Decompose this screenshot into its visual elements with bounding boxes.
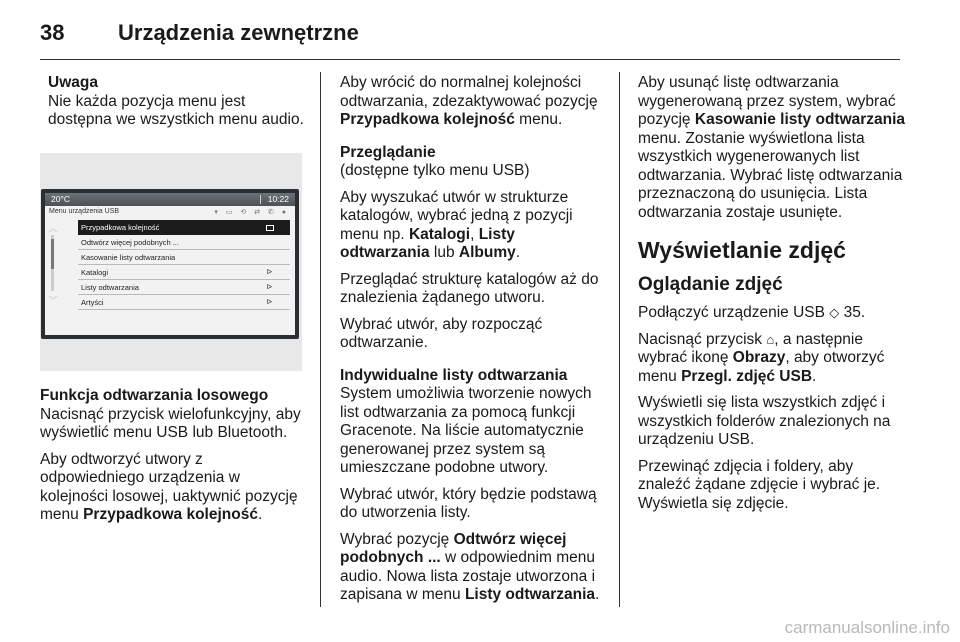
paragraph: Wybrać utwór, który będzie podstawą do utworzenia listy. [340, 485, 597, 521]
paragraph: Przewinąć zdjęcia i foldery, aby znaleźć żądane zdjęcie i wybrać je. Wyświetla się zdjęcie. [638, 457, 881, 512]
menu-item-random[interactable]: Przypadkowa kolejność [78, 220, 290, 235]
status-icons: ▾ ▭ ⟲ ⇄ ✆ ● [214, 209, 289, 216]
menu-item-delete-playlist[interactable]: Kasowanie listy odtwarzania [78, 250, 290, 265]
toggle-box-icon [266, 225, 274, 231]
section-title-browse: Przeglądanie [340, 143, 436, 161]
scrollbar-thumb[interactable] [51, 239, 54, 269]
column-divider-1 [320, 72, 321, 607]
chevron-right-icon: ᐅ [266, 269, 272, 276]
paragraph: Wyświetli się lista wszystkich zdjęć i wszystkich folderów znalezionych na urządzeniu USB. [638, 394, 891, 448]
paragraph: System umożliwia tworzenie nowych list odtwarzania za pomocą funkcji Gracenote. Na liście automatycznie generowanej przez system są umieszczane podobne utwory. [340, 385, 592, 476]
column-divider-2 [619, 72, 620, 607]
column-3 [638, 74, 906, 521]
menu-item-artists[interactable]: Artyści ᐅ [78, 295, 290, 310]
note-block [48, 74, 310, 138]
menu-item-play-similar[interactable]: Odtwórz więcej podobnych ... [78, 235, 290, 250]
page-number: 38 [40, 20, 65, 45]
page-title: Urządzenia zewnętrzne [118, 20, 359, 45]
clock-readout: 10:22 [267, 194, 289, 204]
page-reference-icon: ◇ [829, 305, 840, 320]
paragraph: Aby usunąć listę odtwarzania wygenerowaną przez system, wybrać pozycję Kasowanie listy odtwarzania menu. Zostanie wyświetlona lista wszystkich wygenerowanych list odtwarzania. Wybrać listę odtwarzania przeznaczoną do usunięcia. Lista odtwarzania zostaje usunięte. [638, 74, 906, 221]
note-text: Nie każda pozycja menu jest dostępna we wszystkich menu audio. [48, 92, 304, 128]
home-icon: ⌂ [766, 331, 775, 347]
chevron-right-icon: ᐅ [266, 299, 272, 306]
paragraph: Podłączyć urządzenie USB ◇ 35. [638, 304, 866, 321]
note-title: Uwaga [48, 74, 98, 91]
random-play-section [40, 387, 308, 533]
menu-item-playlists[interactable]: Listy odtwarzania ᐅ [78, 280, 290, 295]
temperature-readout: 20°C [51, 194, 70, 204]
screen-menu-list [78, 220, 290, 310]
header-rule [40, 59, 900, 60]
column-2 [340, 74, 608, 613]
chevron-right-icon: ᐅ [266, 284, 272, 291]
scroll-up-icon[interactable]: ︿ [49, 224, 57, 233]
section-title-playlists: Indywidualne listy odtwarzania [340, 366, 568, 384]
paragraph: Aby odtworzyć utwory z odpowiedniego urządzenia w kolejności losowej, uaktywnić pozycję menu Przypadkowa kolejność. [40, 450, 298, 523]
section-title-random: Funkcja odtwarzania losowego [40, 387, 269, 404]
infotainment-screen [41, 189, 299, 339]
screen-status-bar [45, 193, 295, 206]
paragraph: Aby wyszukać utwór w strukturze katalogów, wybrać jedną z pozycji menu np. Katalogi, Listy odtwarzania lub Albumy. [340, 188, 573, 261]
paragraph: Przeglądać strukturę katalogów aż do znalezienia żądanego utworu. [340, 270, 599, 306]
section-title-photos: Wyświetlanie zdjęć [638, 237, 846, 263]
screen-menu-title: Menu urządzenia USB [49, 208, 120, 215]
paragraph: Wybrać pozycję Odtwórz więcej podobnych ... w odpowiednim menu audio. Nowa lista zostaje utworzona i zapisana w menu Listy odtwarzania. [340, 530, 600, 603]
paragraph: Nacisnąć przycisk wielofunkcyjny, aby wyświetlić menu USB lub Bluetooth. [40, 405, 301, 441]
scroll-down-icon[interactable]: ﹀ [49, 296, 57, 305]
paragraph: Nacisnąć przycisk ⌂, a następnie wybrać ikonę Obrazy, aby otworzyć menu Przegl. zdjęć USB. [638, 330, 885, 385]
paragraph: Aby wrócić do normalnej kolejności odtwarzania, zdezaktywować pozycję Przypadkowa kolejność menu. [340, 74, 598, 128]
paragraph: (dostępne tylko menu USB) [340, 162, 530, 179]
watermark: carmanualsonline.info [784, 618, 950, 637]
paragraph: Wybrać utwór, aby rozpocząć odtwarzanie. [340, 315, 543, 351]
usb-menu-figure [40, 153, 302, 371]
menu-item-folders[interactable]: Katalogi ᐅ [78, 265, 290, 280]
subsection-title-viewing: Oglądanie zdjęć [638, 274, 783, 295]
